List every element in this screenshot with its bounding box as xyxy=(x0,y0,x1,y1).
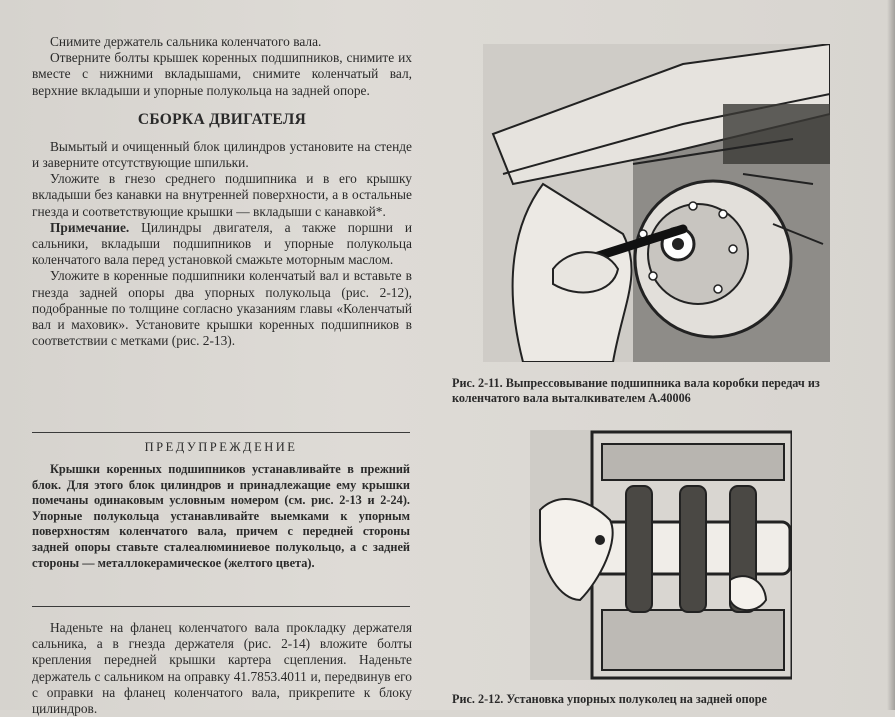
figure-2-11-illustration xyxy=(483,44,830,362)
warning-title: ПРЕДУПРЕЖДЕНИЕ xyxy=(144,440,298,454)
paragraph-seal-holder: Наденьте на фланец коленчатого вала прокладку держателя сальника, а в гнезда держателя (рис. 2-14) вложите болты крепления передней крышки картера сцепления. Наденьте держатель с сальником на оправку 41.7853.4011 и, передвинув его с оправки на фланец коленчатого вала, прикрепите к блоку цилиндров. xyxy=(32,620,412,717)
paragraph-bearing-shells: Уложите в гнезо среднего подшипника и в его крышку вкладыши без канавки на внутренней поверхности, а в остальные гнезда и соответствующие крышки — вкладыши с канавкой*. xyxy=(32,171,412,219)
note-label: Примечание. xyxy=(50,219,130,235)
figure-2-12-illustration xyxy=(530,430,792,680)
figure-2-12-caption: Рис. 2-12. Установка упорных полуколец на задней опоре xyxy=(452,692,767,706)
text-column-top xyxy=(32,34,412,349)
note-text: Цилиндры двигателя, а также поршни и сальники, вкладыши подшипников и упорные полукольца коленчатого вала перед установкой смажьте моторным маслом. xyxy=(32,219,412,268)
section-heading: СБОРКА ДВИГАТЕЛЯ xyxy=(137,110,307,128)
warning-top-rule xyxy=(32,432,410,433)
figure-2-11 xyxy=(483,44,830,362)
warning-bottom-rule xyxy=(32,606,410,607)
figure-2-12 xyxy=(530,430,792,680)
warning-text: Крышки коренных подшипников устанавливайте в прежний блок. Для этого блок цилиндров и принадлежащие ему крышки помечаны одинаковым условным номером (см. рис. 2-13 и 2-24). Упорные полукольца устанавливайте выемками к упорным поверхностям коленчатого вала, причем с передней стороны задней опоры ставьте сталеалюминиевое полукольцо, а с задней стороны — металлокерамическое (желтого цвета). xyxy=(32,462,410,570)
text-column-bottom xyxy=(32,620,412,717)
paragraph-crankshaft: Уложите в коренные подшипники коленчатый вал и вставьте в гнезда задней опоры два упорных полукольца (рис. 2-12), подобранные по толщине согласно указаниям главы «Коленчатый вал и маховик». Установите крышки коренных подшипников в соответствии с метками (рис. 2-13). xyxy=(32,268,412,349)
page-edge-shadow xyxy=(887,0,895,710)
paragraph-remove-holder: Снимите держатель сальника коленчатого вала. xyxy=(50,34,322,49)
note-paragraph xyxy=(32,220,412,269)
figure-2-11-caption: Рис. 2-11. Выпрессовывание подшипника вала коробки передач из коленчатого вала выталкивателем А.40006 xyxy=(452,376,820,405)
paragraph-remove-caps: Отверните болты крышек коренных подшипников, снимите их вместе с нижними вкладышами, снимите коленчатый вал, верхние вкладыши и упорные полукольца на задней опоре. xyxy=(32,50,412,98)
paragraph-block-install: Вымытый и очищенный блок цилиндров установите на стенде и заверните отсутствующие шпильки. xyxy=(32,138,412,171)
